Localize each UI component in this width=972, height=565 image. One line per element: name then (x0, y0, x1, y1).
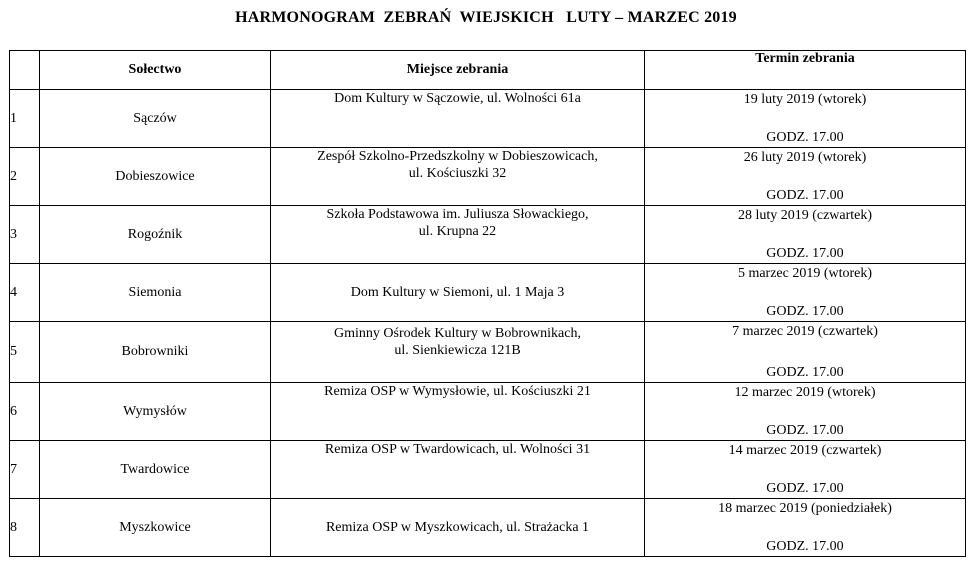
row-solectwo: Wymysłów (40, 383, 271, 441)
row-miejsce (271, 148, 645, 206)
table-row (10, 499, 966, 557)
row-miejsce (271, 383, 645, 441)
row-termin (645, 441, 966, 499)
row-number: 6 (10, 383, 40, 441)
row-miejsce-line1: Gminny Ośrodek Kultury w Bobrownikach, (334, 326, 581, 341)
row-miejsce-line1: Remiza OSP w Twardowicach, ul. Wolności 31 (324, 442, 591, 457)
header-miejsce: Miejsce zebrania (271, 51, 645, 90)
row-number: 4 (10, 264, 40, 322)
row-miejsce-line1: Dom Kultury w Sączowie, ul. Wolności 61a (334, 91, 581, 106)
row-number: 2 (10, 148, 40, 206)
row-solectwo: Myszkowice (40, 499, 271, 557)
row-date: 28 luty 2019 (czwartek) (737, 208, 873, 223)
row-termin (645, 90, 966, 148)
row-date: 5 marzec 2019 (wtorek) (737, 266, 873, 281)
row-miejsce-line1: Dom Kultury w Siemoni, ul. 1 Maja 3 (350, 285, 565, 300)
row-miejsce (271, 206, 645, 264)
row-time: GODZ. 17.00 (766, 365, 844, 380)
row-number: 5 (10, 322, 40, 383)
table-row (10, 441, 966, 499)
row-miejsce-line1: Szkoła Podstawowa im. Juliusza Słowackiego, (326, 207, 589, 222)
row-termin (645, 499, 966, 557)
row-date: 7 marzec 2019 (czwartek) (732, 324, 878, 339)
table-row (10, 383, 966, 441)
table-row (10, 90, 966, 148)
row-miejsce (271, 264, 645, 322)
header-termin: Termin zebrania (645, 51, 966, 90)
row-number: 1 (10, 90, 40, 148)
row-miejsce (271, 441, 645, 499)
row-solectwo: Bobrowniki (40, 322, 271, 383)
row-miejsce-line2: ul. Sienkiewicza 121B (394, 343, 521, 358)
row-date: 12 marzec 2019 (wtorek) (734, 385, 876, 400)
row-miejsce-line2: ul. Kościuszki 32 (408, 166, 507, 181)
row-termin (645, 264, 966, 322)
schedule-table (9, 50, 966, 557)
row-time: GODZ. 17.00 (766, 246, 844, 261)
table-row (10, 148, 966, 206)
row-time: GODZ. 17.00 (766, 423, 844, 438)
row-date: 26 luty 2019 (wtorek) (743, 150, 867, 165)
row-number: 8 (10, 499, 40, 557)
table-row (10, 206, 966, 264)
row-time: GODZ. 17.00 (766, 130, 844, 145)
row-miejsce-line1: Zespół Szkolno-Przedszkolny w Dobieszowicach, (317, 149, 598, 164)
row-solectwo: Twardowice (40, 441, 271, 499)
header-lp (10, 51, 40, 90)
row-termin (645, 206, 966, 264)
row-time: GODZ. 17.00 (766, 188, 844, 203)
row-solectwo: Siemonia (40, 264, 271, 322)
header-solectwo: Sołectwo (40, 51, 271, 90)
table-row (10, 264, 966, 322)
row-number: 7 (10, 441, 40, 499)
row-solectwo: Sączów (40, 90, 271, 148)
row-time: GODZ. 17.00 (766, 539, 844, 554)
row-miejsce-line1: Remiza OSP w Myszkowicach, ul. Strażacka 1 (325, 520, 590, 535)
row-miejsce (271, 499, 645, 557)
row-miejsce (271, 90, 645, 148)
row-solectwo: Dobieszowice (40, 148, 271, 206)
header-row (10, 51, 966, 90)
row-solectwo: Rogoźnik (40, 206, 271, 264)
row-termin (645, 148, 966, 206)
row-date: 18 marzec 2019 (poniedziałek) (718, 501, 892, 516)
row-termin (645, 322, 966, 383)
row-miejsce-line1: Remiza OSP w Wymysłowie, ul. Kościuszki 21 (324, 384, 591, 399)
row-time: GODZ. 17.00 (766, 304, 844, 319)
row-number: 3 (10, 206, 40, 264)
document-title: HARMONOGRAM ZEBRAŃ WIEJSKICH LUTY – MARZEC 2019 (235, 9, 737, 26)
row-termin (645, 383, 966, 441)
table-row (10, 322, 966, 383)
row-miejsce-line2: ul. Krupna 22 (418, 224, 497, 239)
row-time: GODZ. 17.00 (766, 481, 844, 496)
row-miejsce (271, 322, 645, 383)
row-date: 19 luty 2019 (wtorek) (743, 92, 867, 107)
row-date: 14 marzec 2019 (czwartek) (728, 443, 882, 458)
